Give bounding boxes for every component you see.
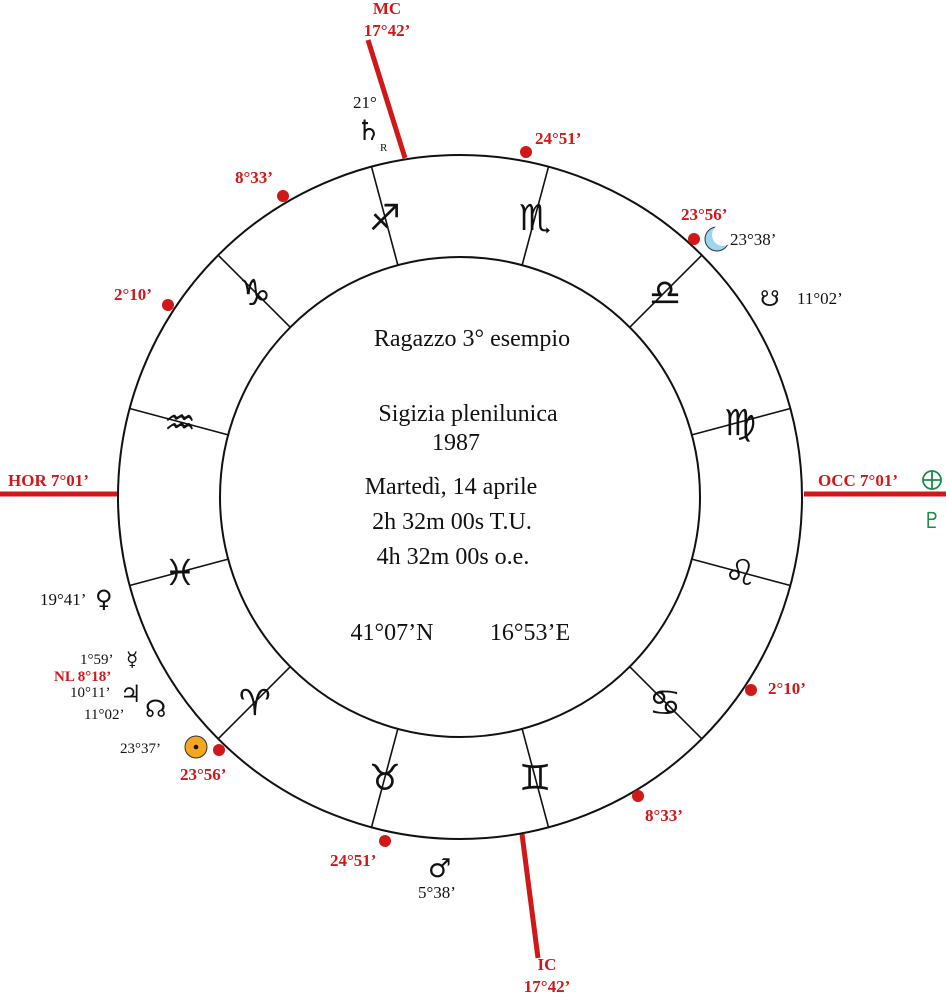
cancer-icon: ♋ <box>648 683 682 725</box>
gemini-icon: ♊ <box>518 758 552 800</box>
taurus-icon: ♉ <box>368 758 402 800</box>
aries-icon: ♈ <box>238 683 272 725</box>
cusp-dot <box>632 790 644 802</box>
chart-time-local: 4h 32m 00s o.e. <box>376 544 530 570</box>
cusp-label: 24°51’ <box>330 851 377 870</box>
chart-title: Ragazzo 3° esempio <box>373 326 571 352</box>
mars-icon: ♂ <box>428 854 452 884</box>
jupiter-degree: 10°11’ <box>70 685 111 701</box>
ic-axis-line <box>522 834 538 958</box>
jupiter-icon: ♃ <box>120 680 142 708</box>
cusp-dot <box>688 233 700 245</box>
chart-date: Martedì, 14 aprile <box>364 474 538 500</box>
aquarius-icon: ♒ <box>163 402 197 444</box>
cusp-label: 2°10’ <box>114 285 152 304</box>
saturn-icon: ♄ <box>356 114 382 147</box>
cusp-dot <box>213 744 225 756</box>
north-node-icon: ☊ <box>145 695 167 723</box>
cusp-label: 8°33’ <box>235 168 273 187</box>
mercury-degree: 1°59’ <box>80 652 114 668</box>
virgo-icon: ♍ <box>723 402 757 444</box>
venus-icon: ♀ <box>95 585 113 613</box>
new-lunation-label: NL 8°18’ <box>54 669 112 685</box>
saturn-retrograde: R <box>380 142 388 154</box>
cusp-label: 23°56’ <box>681 205 728 224</box>
cusp-label: 2°10’ <box>768 679 806 698</box>
mercury-icon: ☿ <box>126 647 139 671</box>
cusp-dot <box>277 190 289 202</box>
sun-degree: 23°37’ <box>120 741 161 757</box>
chart-latitude: 41°07’N <box>350 620 434 646</box>
cusp-dot <box>520 146 532 158</box>
hor-label: HOR 7°01’ <box>8 471 89 490</box>
chart-subtitle: Sigizia plenilunica <box>378 401 558 427</box>
sun-icon <box>185 736 207 758</box>
saturn-degree: 21° <box>353 93 377 112</box>
pisces-icon: ♓ <box>163 553 197 595</box>
sagittarius-icon: ♐ <box>368 197 402 239</box>
south-node-degree: 11°02’ <box>797 289 843 308</box>
cusp-label: 23°56’ <box>180 765 227 784</box>
ic-label: IC <box>537 955 557 974</box>
capricorn-icon: ♑ <box>238 272 272 314</box>
leo-icon: ♌ <box>723 553 757 595</box>
mars-degree: 5°38’ <box>418 883 456 902</box>
chart-time-ut: 2h 32m 00s T.U. <box>372 509 532 535</box>
cusp-label: 8°33’ <box>645 806 683 825</box>
moon-degree: 23°38’ <box>730 230 777 249</box>
cusp-label: 24°51’ <box>535 129 582 148</box>
mc-degree: 17°42’ <box>363 21 411 40</box>
venus-degree: 19°41’ <box>40 590 87 609</box>
south-node-icon: ☋ <box>760 287 780 312</box>
cusp-dot <box>745 684 757 696</box>
ic-degree: 17°42’ <box>523 977 571 996</box>
chart-longitude: 16°53’E <box>489 620 571 646</box>
cusp-dot <box>379 835 391 847</box>
earth-icon <box>923 471 941 489</box>
cusp-dot <box>162 299 174 311</box>
libra-icon: ♎ <box>648 272 682 314</box>
mc-label: MC <box>372 0 402 18</box>
north-node-degree: 11°02’ <box>84 707 125 723</box>
chart-year: 1987 <box>432 430 480 456</box>
scorpio-icon: ♏ <box>518 197 552 239</box>
occ-label: OCC 7°01’ <box>818 471 898 490</box>
pluto-icon: ♇ <box>922 509 942 534</box>
